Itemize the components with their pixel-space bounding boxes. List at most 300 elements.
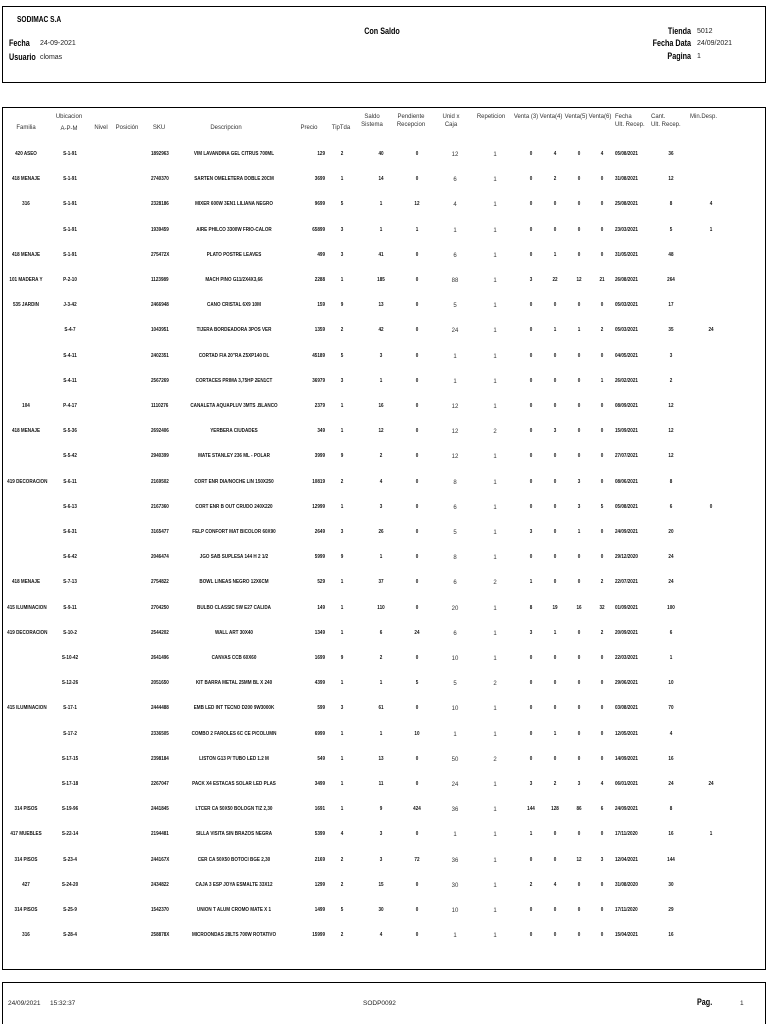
descripcion-cell: CANO CRISTAL 6X9 10M bbox=[207, 302, 261, 309]
col-precio: Precio bbox=[300, 125, 318, 131]
tiptda-cell: 3 bbox=[340, 377, 344, 384]
venta4-cell: 0 bbox=[553, 352, 557, 359]
venta3-cell: 0 bbox=[529, 730, 533, 737]
precio-cell: 9699 bbox=[314, 201, 325, 208]
descripcion-cell: CORT ENR B OUT CRUDO 240X220 bbox=[195, 503, 273, 510]
repeticion-cell: 1 bbox=[493, 832, 497, 839]
repeticion-cell: 1 bbox=[493, 933, 497, 940]
precio-cell: 12999 bbox=[312, 503, 325, 510]
table-row bbox=[3, 201, 765, 226]
repeticion-cell: 1 bbox=[493, 278, 497, 284]
precio-cell: 129 bbox=[317, 151, 325, 157]
table-row bbox=[3, 907, 765, 932]
familia-cell: 418 MENAJE bbox=[11, 251, 41, 258]
repeticion-cell: 1 bbox=[493, 303, 497, 310]
descripcion-cell: SARTEN OMELETERA DOBLE 20CM bbox=[194, 176, 274, 183]
venta4-cell: 0 bbox=[553, 932, 557, 939]
descripcion-cell: FELP CONFORT MAT BICOLOR 60X90 bbox=[192, 529, 276, 535]
precio-cell: 5399 bbox=[314, 831, 325, 838]
venta5-cell: 0 bbox=[577, 881, 581, 888]
precio-cell: 2649 bbox=[314, 529, 325, 535]
ubicacion-cell: P-2-10 bbox=[63, 277, 77, 283]
table-row bbox=[3, 857, 765, 882]
ubicacion-cell: S-19-96 bbox=[61, 806, 79, 813]
ubicacion-cell: S-10-42 bbox=[61, 655, 79, 661]
ubicacion-cell: S-17-18 bbox=[61, 781, 79, 787]
saldo-cell: 30 bbox=[378, 907, 384, 913]
saldo-cell: 4 bbox=[379, 932, 383, 939]
descripcion-cell: PLATO POSTRE LEAVES bbox=[206, 251, 262, 258]
fecha-label: Fecha bbox=[9, 38, 30, 48]
venta4-cell: 128 bbox=[551, 806, 559, 813]
cant-recep-cell: 10 bbox=[668, 680, 674, 687]
precio-cell: 6999 bbox=[314, 730, 325, 737]
unid-caja-cell: 24 bbox=[451, 782, 459, 788]
cant-recep-cell: 264 bbox=[667, 277, 675, 283]
fecha-recep-cell: 15/09/2021 bbox=[615, 428, 638, 435]
fecha-recep-cell: 05/08/2021 bbox=[615, 151, 638, 157]
venta3-cell: 0 bbox=[529, 856, 533, 863]
saldo-cell: 1 bbox=[379, 680, 383, 687]
sku-cell: 2267047 bbox=[151, 781, 169, 787]
ubicacion-cell: S-6-42 bbox=[63, 554, 77, 561]
venta4-cell: 0 bbox=[553, 302, 557, 309]
unid-caja-cell: 12 bbox=[451, 404, 459, 410]
report-footer bbox=[2, 982, 766, 1024]
precio-cell: 159 bbox=[317, 302, 325, 309]
unid-caja-cell: 1 bbox=[453, 832, 457, 839]
venta6-cell: 0 bbox=[600, 428, 604, 435]
ubicacion-cell: P-4-17 bbox=[63, 403, 77, 409]
venta4-cell: 1 bbox=[553, 629, 557, 636]
cant-recep-cell: 16 bbox=[668, 932, 674, 939]
sku-cell: 2692406 bbox=[151, 428, 169, 435]
col-posicion: Posición bbox=[115, 125, 139, 131]
tiptda-cell: 2 bbox=[340, 327, 344, 334]
precio-cell: 3699 bbox=[314, 176, 325, 183]
ubicacion-cell: J-3-42 bbox=[63, 302, 77, 309]
saldo-cell: 41 bbox=[378, 251, 384, 258]
sku-cell: 258878X bbox=[151, 932, 170, 939]
ubicacion-cell: S-4-11 bbox=[63, 352, 77, 359]
saldo-cell: 26 bbox=[378, 529, 384, 535]
pendiente-cell: 24 bbox=[414, 629, 420, 636]
cant-recep-cell: 2 bbox=[669, 377, 673, 384]
venta5-cell: 3 bbox=[577, 478, 581, 485]
saldo-cell: 3 bbox=[379, 352, 383, 359]
venta5-cell: 0 bbox=[577, 730, 581, 737]
fecha-recep-cell: 08/06/2021 bbox=[615, 478, 638, 485]
familia-cell: 418 MENAJE bbox=[11, 176, 41, 183]
ubicacion-cell: S-6-13 bbox=[63, 503, 77, 510]
venta5-cell: 0 bbox=[577, 705, 581, 712]
venta4-cell: 22 bbox=[552, 277, 558, 283]
venta6-cell: 21 bbox=[599, 277, 605, 283]
tiptda-cell: 9 bbox=[340, 655, 344, 661]
unid-caja-cell: 5 bbox=[453, 303, 457, 310]
venta3-cell: 0 bbox=[529, 705, 533, 712]
venta4-cell: 1 bbox=[553, 730, 557, 737]
repeticion-cell: 1 bbox=[493, 605, 497, 612]
precio-cell: 349 bbox=[317, 428, 325, 435]
venta6-cell: 0 bbox=[600, 932, 604, 939]
col-venta5: Venta(5) bbox=[564, 114, 588, 120]
repeticion-cell: 1 bbox=[493, 782, 497, 788]
familia-cell: 415 ILUMINACION bbox=[7, 705, 47, 712]
cant-recep-cell: 12 bbox=[668, 453, 674, 460]
familia-cell: 418 MENAJE bbox=[11, 579, 41, 586]
table-row bbox=[3, 605, 765, 630]
tiptda-cell: 1 bbox=[340, 277, 344, 283]
repeticion-cell: 1 bbox=[493, 252, 497, 259]
venta3-cell: 0 bbox=[529, 226, 533, 233]
sku-cell: 2402351 bbox=[151, 352, 169, 359]
venta5-cell: 0 bbox=[577, 453, 581, 460]
repeticion-cell: 1 bbox=[493, 353, 497, 360]
tiptda-cell: 2 bbox=[340, 151, 344, 157]
fecha-recep-cell: 01/09/2021 bbox=[615, 604, 638, 611]
venta6-cell: 1 bbox=[600, 377, 604, 384]
sku-cell: 2434822 bbox=[151, 881, 169, 888]
venta4-cell: 0 bbox=[553, 554, 557, 561]
saldo-cell: 11 bbox=[378, 781, 384, 787]
pendiente-cell: 72 bbox=[414, 856, 420, 863]
descripcion-cell: VIM LAVANDINA GEL CITRUS 700ML bbox=[193, 151, 275, 157]
cant-recep-cell: 17 bbox=[668, 302, 674, 309]
repeticion-cell: 1 bbox=[493, 706, 497, 713]
ubicacion-cell: S-17-15 bbox=[61, 755, 79, 762]
descripcion-cell: CANVAS CCB 60X60 bbox=[211, 655, 257, 661]
unid-caja-cell: 6 bbox=[453, 504, 457, 511]
fecha-data-value: 24/09/2021 bbox=[697, 40, 733, 47]
venta5-cell: 1 bbox=[577, 529, 581, 535]
unid-caja-cell: 20 bbox=[451, 605, 459, 612]
venta4-cell: 0 bbox=[553, 680, 557, 687]
saldo-cell: 1 bbox=[379, 226, 383, 233]
venta6-cell: 3 bbox=[600, 856, 604, 863]
saldo-cell: 4 bbox=[379, 478, 383, 485]
unid-caja-cell: 1 bbox=[453, 731, 457, 738]
venta6-cell: 0 bbox=[600, 478, 604, 485]
venta3-cell: 0 bbox=[529, 554, 533, 561]
min-desp-cell: 4 bbox=[709, 201, 713, 208]
familia-cell: 104 bbox=[22, 403, 30, 409]
fecha-data-label: Fecha Data bbox=[652, 38, 691, 48]
pendiente-cell: 0 bbox=[415, 151, 419, 157]
saldo-cell: 13 bbox=[378, 755, 384, 762]
venta4-cell: 0 bbox=[553, 831, 557, 838]
venta4-cell: 1 bbox=[553, 251, 557, 258]
precio-cell: 1699 bbox=[314, 655, 325, 661]
repeticion-cell: 1 bbox=[493, 908, 497, 914]
table-row bbox=[3, 353, 765, 378]
cant-recep-cell: 35 bbox=[668, 327, 674, 334]
repeticion-cell: 1 bbox=[493, 152, 497, 158]
precio-cell: 549 bbox=[317, 755, 325, 762]
precio-cell: 2169 bbox=[314, 856, 325, 863]
footer-page-label: Pag. bbox=[697, 997, 713, 1007]
unid-caja-cell: 4 bbox=[453, 202, 457, 209]
sku-cell: 2398184 bbox=[151, 755, 169, 762]
fecha-recep-cell: 05/08/2021 bbox=[615, 503, 638, 510]
venta6-cell: 0 bbox=[600, 755, 604, 762]
table-row bbox=[3, 932, 765, 957]
table-row bbox=[3, 176, 765, 201]
tiptda-cell: 5 bbox=[340, 907, 344, 913]
venta3-cell: 3 bbox=[529, 529, 533, 535]
venta5-cell: 0 bbox=[577, 554, 581, 561]
inventory-table bbox=[2, 107, 766, 970]
pendiente-cell: 424 bbox=[413, 806, 421, 813]
fecha-recep-cell: 12/04/2021 bbox=[615, 856, 638, 863]
venta4-cell: 0 bbox=[553, 655, 557, 661]
fecha-value: 24-09-2021 bbox=[40, 40, 76, 47]
descripcion-cell: UNION T ALUM CROMO MATE X 1 bbox=[196, 907, 272, 913]
saldo-cell: 9 bbox=[379, 806, 383, 813]
venta3-cell: 0 bbox=[529, 680, 533, 687]
precio-cell: 65899 bbox=[312, 226, 325, 233]
cant-recep-cell: 5 bbox=[669, 226, 673, 233]
cant-recep-cell: 12 bbox=[668, 428, 674, 435]
ubicacion-cell: S-23-4 bbox=[63, 856, 77, 863]
table-row bbox=[3, 504, 765, 529]
venta4-cell: 0 bbox=[553, 478, 557, 485]
venta5-cell: 0 bbox=[577, 403, 581, 409]
cant-recep-cell: 6 bbox=[669, 503, 673, 510]
report-header bbox=[2, 6, 766, 83]
pendiente-cell: 0 bbox=[415, 428, 419, 435]
familia-cell: 101 MADERA Y bbox=[9, 277, 43, 283]
pendiente-cell: 0 bbox=[415, 705, 419, 712]
table-row bbox=[3, 554, 765, 579]
pendiente-cell: 10 bbox=[414, 730, 420, 737]
ubicacion-cell: S-6-31 bbox=[63, 529, 77, 535]
ubicacion-cell: S-1-91 bbox=[63, 226, 77, 233]
ubicacion-cell: S-12-26 bbox=[61, 680, 79, 687]
precio-cell: 1691 bbox=[314, 806, 325, 813]
precio-cell: 36979 bbox=[312, 377, 325, 384]
venta6-cell: 4 bbox=[600, 151, 604, 157]
cant-recep-cell: 20 bbox=[668, 529, 674, 535]
tiptda-cell: 5 bbox=[340, 352, 344, 359]
venta6-cell: 0 bbox=[600, 176, 604, 183]
repeticion-cell: 1 bbox=[493, 857, 497, 864]
fecha-recep-cell: 17/11/2020 bbox=[615, 831, 638, 838]
pendiente-cell: 0 bbox=[415, 755, 419, 762]
sku-cell: 2466948 bbox=[151, 302, 169, 309]
table-row bbox=[3, 630, 765, 655]
cant-recep-cell: 29 bbox=[668, 907, 674, 913]
table-row bbox=[3, 302, 765, 327]
sku-cell: 1892963 bbox=[151, 151, 169, 157]
venta5-cell: 1 bbox=[577, 327, 581, 334]
descripcion-cell: JGO SAB SUPLESA 144 H 2 1/2 bbox=[199, 554, 269, 561]
descripcion-cell: WALL ART 30X40 bbox=[214, 629, 253, 636]
descripcion-cell: CORT ENR DIA/NOCHE LIN 150X250 bbox=[194, 478, 274, 485]
venta6-cell: 0 bbox=[600, 226, 604, 233]
repeticion-cell: 2 bbox=[493, 756, 497, 763]
saldo-cell: 3 bbox=[379, 856, 383, 863]
ubicacion-cell: S-17-1 bbox=[63, 705, 77, 712]
saldo-cell: 1 bbox=[379, 377, 383, 384]
cant-recep-cell: 8 bbox=[669, 806, 673, 813]
ubicacion-cell: S-1-91 bbox=[63, 151, 77, 157]
venta5-cell: 0 bbox=[577, 655, 581, 661]
venta5-cell: 0 bbox=[577, 579, 581, 586]
tiptda-cell: 5 bbox=[340, 201, 344, 208]
unid-caja-cell: 8 bbox=[453, 555, 457, 562]
col-ubicacion: Ubicacion A-P-M bbox=[55, 114, 83, 132]
sku-cell: 1939459 bbox=[151, 226, 169, 233]
sku-cell: 2046474 bbox=[151, 554, 169, 561]
ubicacion-cell: S-7-13 bbox=[63, 579, 77, 586]
cant-recep-cell: 4 bbox=[669, 730, 673, 737]
venta5-cell: 0 bbox=[577, 428, 581, 435]
cant-recep-cell: 100 bbox=[667, 604, 675, 611]
tiptda-cell: 2 bbox=[340, 856, 344, 863]
table-row bbox=[3, 403, 765, 428]
ubicacion-cell: S-5-42 bbox=[63, 453, 77, 460]
col-saldo: Saldo Sistema bbox=[361, 114, 383, 128]
fecha-recep-cell: 24/09/2021 bbox=[615, 806, 638, 813]
venta3-cell: 3 bbox=[529, 277, 533, 283]
venta4-cell: 0 bbox=[553, 377, 557, 384]
descripcion-cell: CORTAD FIA 20"RA Z5XP140 DL bbox=[198, 352, 270, 359]
cant-recep-cell: 70 bbox=[668, 705, 674, 712]
cant-recep-cell: 24 bbox=[668, 554, 674, 561]
repeticion-cell: 1 bbox=[493, 479, 497, 486]
sku-cell: 2567269 bbox=[151, 377, 169, 384]
venta5-cell: 0 bbox=[577, 352, 581, 359]
venta5-cell: 16 bbox=[576, 604, 582, 611]
fecha-recep-cell: 14/09/2021 bbox=[615, 755, 638, 762]
unid-caja-cell: 5 bbox=[453, 681, 457, 688]
descripcion-cell: LTCER CA 50X50 BOLOGN TIZ 2,30 bbox=[195, 806, 273, 813]
repeticion-cell: 1 bbox=[493, 882, 497, 889]
saldo-cell: 1 bbox=[379, 554, 383, 561]
table-row bbox=[3, 252, 765, 277]
cant-recep-cell: 8 bbox=[669, 478, 673, 485]
table-row bbox=[3, 781, 765, 806]
pendiente-cell: 0 bbox=[415, 377, 419, 384]
repeticion-cell: 1 bbox=[493, 807, 497, 814]
venta4-cell: 0 bbox=[553, 907, 557, 913]
fecha-recep-cell: 20/09/2021 bbox=[615, 629, 638, 636]
ubicacion-cell: S-9-11 bbox=[63, 604, 77, 611]
table-row bbox=[3, 731, 765, 756]
tiptda-cell: 4 bbox=[340, 831, 344, 838]
descripcion-cell: YERBERA CIUDADES bbox=[210, 428, 258, 435]
descripcion-cell: MIXER 600W 3EN1 LILIANA NEGRO bbox=[195, 201, 273, 208]
venta3-cell: 0 bbox=[529, 352, 533, 359]
precio-cell: 2379 bbox=[314, 403, 325, 409]
venta3-cell: 8 bbox=[529, 604, 533, 611]
cant-recep-cell: 24 bbox=[668, 579, 674, 586]
sku-cell: 1123989 bbox=[151, 277, 169, 283]
table-row bbox=[3, 705, 765, 730]
saldo-cell: 15 bbox=[378, 881, 384, 888]
venta3-cell: 0 bbox=[529, 503, 533, 510]
pendiente-cell: 0 bbox=[415, 907, 419, 913]
venta5-cell: 0 bbox=[577, 932, 581, 939]
col-repeticion: Repeticion bbox=[476, 114, 506, 120]
repeticion-cell: 1 bbox=[493, 328, 497, 335]
col-unid-caja: Unid x Caja bbox=[442, 114, 460, 128]
fecha-recep-cell: 29/06/2021 bbox=[615, 680, 638, 687]
saldo-cell: 185 bbox=[377, 277, 385, 283]
descripcion-cell: BULBO CLASSIC 5W E27 CALIDA bbox=[197, 604, 271, 611]
col-cant-ult-recep: Cant. Ult. Recep. bbox=[651, 114, 681, 128]
sku-cell: 2704250 bbox=[151, 604, 169, 611]
ubicacion-cell: S-25-9 bbox=[63, 907, 77, 913]
precio-cell: 1499 bbox=[314, 907, 325, 913]
familia-cell: 417 MUEBLES bbox=[10, 831, 42, 838]
table-row bbox=[3, 479, 765, 504]
venta5-cell: 3 bbox=[577, 781, 581, 787]
sku-cell: 2169502 bbox=[151, 478, 169, 485]
cant-recep-cell: 12 bbox=[668, 176, 674, 183]
cant-recep-cell: 16 bbox=[668, 831, 674, 838]
saldo-cell: 6 bbox=[379, 629, 383, 636]
venta5-cell: 12 bbox=[576, 277, 582, 283]
fecha-recep-cell: 31/05/2021 bbox=[615, 251, 638, 258]
venta3-cell: 0 bbox=[529, 478, 533, 485]
venta5-cell: 0 bbox=[577, 755, 581, 762]
venta5-cell: 3 bbox=[577, 503, 581, 510]
venta3-cell: 3 bbox=[529, 781, 533, 787]
fecha-recep-cell: 24/09/2021 bbox=[615, 529, 638, 535]
sku-cell: 3165477 bbox=[151, 529, 169, 535]
ubicacion-cell: S-10-2 bbox=[63, 629, 77, 636]
unid-caja-cell: 1 bbox=[453, 378, 457, 385]
table-row bbox=[3, 680, 765, 705]
venta4-cell: 0 bbox=[553, 856, 557, 863]
venta4-cell: 19 bbox=[552, 604, 558, 611]
table-row bbox=[3, 277, 765, 302]
repeticion-cell: 1 bbox=[493, 454, 497, 461]
venta4-cell: 1 bbox=[553, 327, 557, 334]
col-descripcion: Descripcion bbox=[210, 125, 242, 131]
table-row bbox=[3, 453, 765, 478]
venta6-cell: 0 bbox=[600, 730, 604, 737]
fecha-recep-cell: 29/12/2020 bbox=[615, 554, 638, 561]
sku-cell: 2740370 bbox=[151, 176, 169, 183]
fecha-recep-cell: 05/03/2021 bbox=[615, 327, 638, 334]
pagina-value: 1 bbox=[697, 53, 701, 60]
table-row bbox=[3, 882, 765, 907]
precio-cell: 1299 bbox=[314, 881, 325, 888]
tiptda-cell: 1 bbox=[340, 428, 344, 435]
fecha-recep-cell: 26/08/2021 bbox=[615, 277, 638, 283]
fecha-recep-cell: 31/08/2020 bbox=[615, 881, 638, 888]
saldo-cell: 2 bbox=[379, 453, 383, 460]
table-row bbox=[3, 378, 765, 403]
tiptda-cell: 2 bbox=[340, 478, 344, 485]
saldo-cell: 42 bbox=[378, 327, 384, 334]
venta6-cell: 0 bbox=[600, 881, 604, 888]
venta3-cell: 3 bbox=[529, 629, 533, 636]
venta4-cell: 0 bbox=[553, 403, 557, 409]
saldo-cell: 40 bbox=[378, 151, 384, 157]
cant-recep-cell: 8 bbox=[669, 201, 673, 208]
tiptda-cell: 9 bbox=[340, 302, 344, 309]
descripcion-cell: AIRE PHILCO 3300W FRIO-CALOR bbox=[196, 226, 272, 233]
sku-cell: 2441845 bbox=[151, 806, 169, 813]
fecha-recep-cell: 27/07/2021 bbox=[615, 453, 638, 460]
descripcion-cell: PACK X4 ESTACAS SOLAR LED PLAS bbox=[192, 781, 276, 787]
table-row bbox=[3, 806, 765, 831]
descripcion-cell: CANALETA AQUAPLUV 3MTS .BLANCO bbox=[190, 403, 278, 409]
